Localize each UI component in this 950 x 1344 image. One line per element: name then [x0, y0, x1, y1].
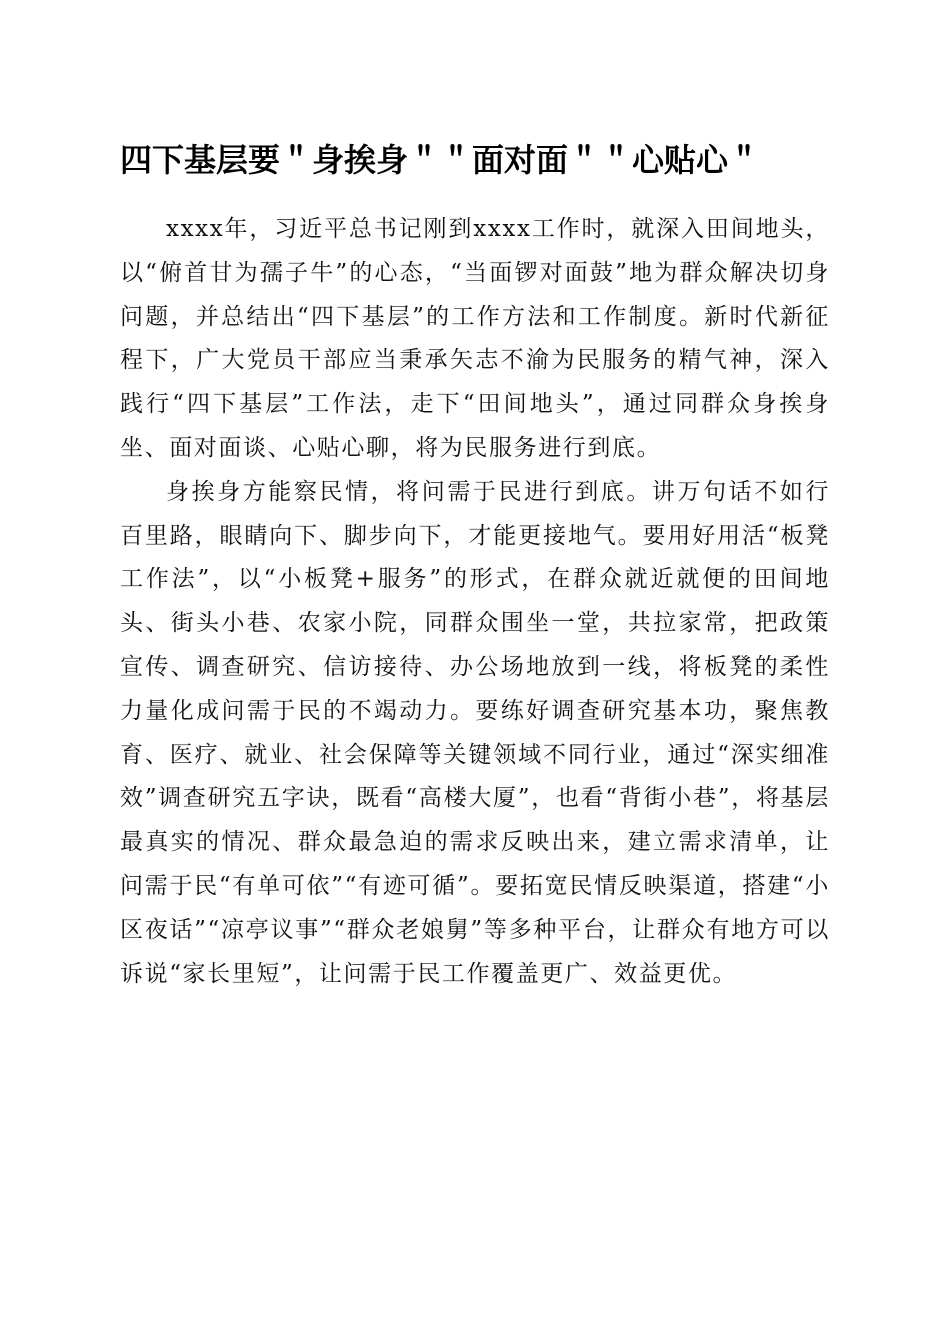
document-title: 四下基层要＂身挨身＂＂面对面＂＂心贴心＂ [120, 141, 761, 179]
paragraph-2: 身挨身方能察民情，将问需于民进行到底。讲万句话不如行百里路，眼睛向下、脚步向下，才能更接地气。要用好用活“板凳工作法”，以“小板凳+服务”的形式，在群众就近就便的田间地头、街头小巷、农家小院，同群众围坐一堂，共拉家常，把政策宣传、调查研究、信访接待、办公场地放到一线，将板凳的柔性力量化成问需于民的不竭动力。要练好调查研究基本功，聚焦教育、医疗、就业、社会保障等关键领域不同行业，通过“深实细准效”调查研究五字诀，既看“高楼大厦”，也看“背街小巷”，将基层最真实的情况、群众最急迫的需求反映出来，建立需求清单，让问需于民“有单可依”“有迹可循”。要拓宽民情反映渠道，搭建“小区夜话”“凉亭议事”“群众老娘舅”等多种平台，让群众有地方可以诉说“家长里短”，让问需于民工作覆盖更广、效益更优。 [120, 478, 830, 987]
paragraph-1: xxxx年，习近平总书记刚到xxxx工作时，就深入田间地头，以“俯首甘为孺子牛”的心态，“当面锣对面鼓”地为群众解决切身问题，并总结出“四下基层”的工作方法和工作制度。新时代新征程下，广大党员干部应当秉承矢志不渝为民服务的精气神，深入践行“四下基层”工作法，走下“田间地头”，通过同群众身挨身坐、面对面谈、心贴心聊，将为民服务进行到底。 [120, 216, 830, 461]
document-body [120, 208, 830, 996]
